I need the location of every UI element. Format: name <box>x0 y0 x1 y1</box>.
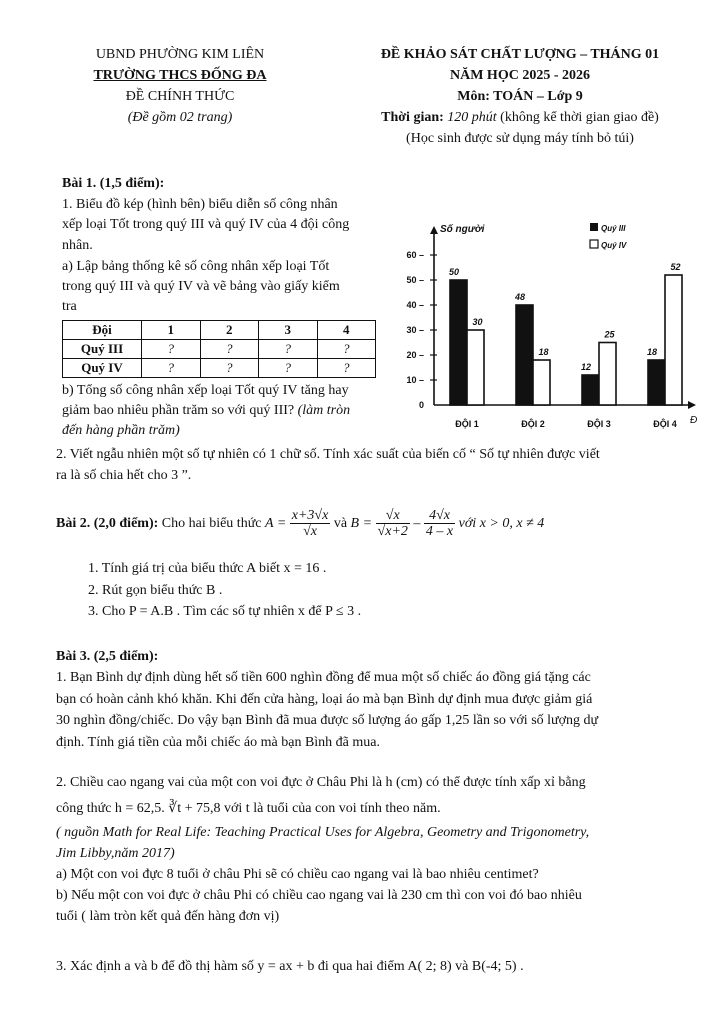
school-name: TRƯỜNG THCS ĐỐNG ĐA <box>93 68 267 83</box>
bar-quy-iii <box>516 305 533 405</box>
bai3-source: Jim Libby,năm 2017) <box>56 846 175 861</box>
y-tick-label: 60 – <box>406 250 424 260</box>
bai2-title: Bài 2. (2,0 điểm): <box>56 516 159 531</box>
bai3-p2: tuổi ( làm tròn kết quả đến hàng đơn vị) <box>56 909 280 924</box>
bai3-p2: công thức h = 62,5. ∛t + 75,8 với t là tuổi của con voi tính theo năm. <box>56 801 441 816</box>
bai1-q2: ra là số chia hết cho 3 ”. <box>56 468 192 483</box>
A-fraction <box>290 508 331 539</box>
A-numerator: x+3√x <box>291 508 329 524</box>
table-cell: ? <box>317 340 376 359</box>
bai1-partb: đến hàng phần trăm) <box>62 423 180 438</box>
x-axis-arrow <box>688 401 696 409</box>
bar-quy-iii <box>648 360 665 405</box>
bai3-p1: bạn có hoàn cảnh khó khăn. Khi đến cửa hàng, loại áo mà bạn Bình dự định mua được giảm giá <box>56 692 593 707</box>
legend-swatch-quy-iv <box>590 240 598 248</box>
B-fraction-1 <box>376 508 410 539</box>
bar-quy-iv <box>533 360 550 405</box>
table-cell: ? <box>259 359 318 378</box>
x-tick-label: ĐỘI 3 <box>587 419 611 429</box>
bar-quy-iv <box>467 330 484 405</box>
table-header-cell: Đội <box>63 321 142 340</box>
table-cell: ? <box>142 340 201 359</box>
y-tick-label: 10 – <box>406 375 424 385</box>
bai1-line: trong quý III và quý IV và vẽ bảng vào giấy kiểm <box>62 279 340 294</box>
table-header-row <box>63 321 376 340</box>
page-count: (Đề gồm 02 trang) <box>127 110 233 125</box>
bai3-p3: 3. Xác định a và b để đồ thị hàm số y = ax + b đi qua hai điểm A( 2; 8) và B(-4; 5) . <box>56 959 524 974</box>
bar-quy-iv <box>599 343 616 406</box>
bai2-item: 1. Tính giá trị của biểu thức A biết x = 16 . <box>88 561 327 576</box>
B2-denominator: 4 – x <box>425 524 454 540</box>
y-axis-arrow <box>430 226 438 234</box>
authority-name: UBND PHƯỜNG KIM LIÊN <box>95 47 265 62</box>
and-word: và <box>333 516 348 531</box>
x-axis-label: Đ <box>690 415 698 426</box>
bai1-title: Bài 1. (1,5 điểm): <box>62 176 165 191</box>
table-cell: Quý III <box>63 340 142 359</box>
bai1-line: nhân. <box>62 238 93 253</box>
bai3-source: ( nguồn Math for Real Life: Teaching Practical Uses for Algebra, Geometry and Trigonometry, <box>56 825 590 840</box>
bai3-p2: a) Một con voi đực 8 tuổi ở châu Phi sẽ có chiều cao ngang vai là bao nhiêu centimet? <box>56 867 539 882</box>
legend-swatch-quy-iii <box>590 223 598 231</box>
B1-numerator: √x <box>376 508 410 524</box>
bar-data-label: 18 <box>646 347 658 357</box>
bai3-p2: b) Nếu một con voi đực ở châu Phi có chiều cao ngang vai là 230 cm thì con voi đó bao nhiêu <box>56 888 582 903</box>
bai3-p1: định. Tính giá tiền của mỗi chiếc áo mà bạn Bình đã mua. <box>56 735 380 750</box>
time-label: Thời gian: <box>381 110 444 125</box>
x-tick-label: ĐỘI 1 <box>455 419 479 429</box>
table-cell: ? <box>259 340 318 359</box>
x-tick-label: ĐỘI 4 <box>653 419 677 429</box>
bar-data-label: 50 <box>448 267 460 277</box>
time-value: 120 phút <box>447 110 497 125</box>
bar-data-label: 52 <box>670 262 681 272</box>
x-tick-label: ĐỘI 2 <box>521 419 545 429</box>
legend-label: Quý III <box>601 224 626 233</box>
exam-title: ĐỀ KHẢO SÁT CHẤT LƯỢNG – THÁNG 01 <box>380 47 660 62</box>
bar-data-label: 48 <box>514 292 526 302</box>
y-tick-label: 50 – <box>406 275 424 285</box>
time-note: (không kể thời gian giao đề) <box>500 110 659 125</box>
bai1-line: tra <box>62 299 77 314</box>
partb-text: giảm bao nhiêu phần trăm so với quý III? <box>62 403 298 418</box>
y-tick-label: 30 – <box>406 325 424 335</box>
A-denominator: √x <box>303 524 317 540</box>
table-row <box>63 359 376 378</box>
table-header-cell: 4 <box>317 321 376 340</box>
table-cell: ? <box>200 359 259 378</box>
partb-note: (làm tròn <box>297 403 351 418</box>
table-header-cell: 1 <box>142 321 201 340</box>
bar-data-label: 30 <box>472 317 483 327</box>
bai1-partb <box>62 402 350 420</box>
minus-sign: – <box>413 516 421 531</box>
B-fraction-2 <box>424 508 455 539</box>
calc-note: (Học sinh được sử dụng máy tính bỏ túi) <box>406 131 634 146</box>
bai2-item: 2. Rút gọn biểu thức B . <box>88 583 223 598</box>
bai2-condition: với x > 0, x ≠ 4 <box>458 516 545 531</box>
header-left <box>60 44 300 128</box>
header-right <box>320 44 720 149</box>
bai3-p1: 1. Bạn Bình dự định dùng hết số tiền 600 nghìn đồng để mua một số chiếc áo đồng giá tặng các <box>56 670 591 685</box>
bar-data-label: 18 <box>538 347 549 357</box>
y-tick-label: 40 – <box>406 300 424 310</box>
bar-quy-iv <box>665 275 682 405</box>
bai3-title: Bài 3. (2,5 điểm): <box>56 649 159 664</box>
table-cell: ? <box>142 359 201 378</box>
legend-label: Quý IV <box>601 241 627 250</box>
table-cell: ? <box>317 359 376 378</box>
bai2-heading <box>56 502 544 546</box>
bai1-partb: b) Tổng số công nhân xếp loại Tốt quý IV tăng hay <box>62 383 349 398</box>
B1-denominator: √x+2 <box>377 524 408 540</box>
bai1-line: a) Lập bảng thống kê số công nhân xếp loại Tốt <box>62 259 330 274</box>
y-tick-label: 20 – <box>406 350 424 360</box>
official-label: ĐỀ CHÍNH THỨC <box>125 89 235 104</box>
bai1-q2: 2. Viết ngẫu nhiên một số tự nhiên có 1 chữ số. Tính xác suất của biến cố “ Số tự nhiên được viết <box>56 447 600 462</box>
school-year: NĂM HỌC 2025 - 2026 <box>450 68 590 83</box>
bai1-line: 1. Biểu đồ kép (hình bên) biểu diễn số công nhân <box>62 197 338 212</box>
bai3-p2: 2. Chiều cao ngang vai của một con voi đực ở Châu Phi là h (cm) có thể được tính xấp xỉ bằng <box>56 775 586 790</box>
table-row <box>63 340 376 359</box>
bai2-intro: Cho hai biểu thức <box>161 516 262 531</box>
table-cell: Quý IV <box>63 359 142 378</box>
stat-table <box>62 320 376 378</box>
time-line <box>320 107 720 128</box>
bar-data-label: 12 <box>580 362 592 372</box>
double-bar-chart <box>398 210 716 440</box>
bai3-p1: 30 nghìn đồng/chiếc. Do vậy bạn Bình đã mua được số lượng áo gấp 1,25 lần so với số lượng dự <box>56 713 599 728</box>
subject: Môn: TOÁN – Lớp 9 <box>457 89 583 104</box>
bai2-item: 3. Cho P = A.B . Tìm các số tự nhiên x để P ≤ 3 . <box>88 604 362 619</box>
B-label: B = <box>350 516 373 531</box>
table-header-cell: 3 <box>259 321 318 340</box>
y-axis-label: Số người <box>440 224 485 235</box>
bar-data-label: 25 <box>604 329 615 340</box>
A-label: A = <box>265 516 287 531</box>
bar-quy-iii <box>450 280 467 405</box>
B2-numerator: 4√x <box>424 508 455 524</box>
bar-quy-iii <box>582 375 599 405</box>
y-tick-label: 0 <box>418 400 424 410</box>
bai1-line: xếp loại Tốt trong quý III và quý IV của 4 đội công <box>62 217 350 232</box>
table-header-cell: 2 <box>200 321 259 340</box>
table-cell: ? <box>200 340 259 359</box>
